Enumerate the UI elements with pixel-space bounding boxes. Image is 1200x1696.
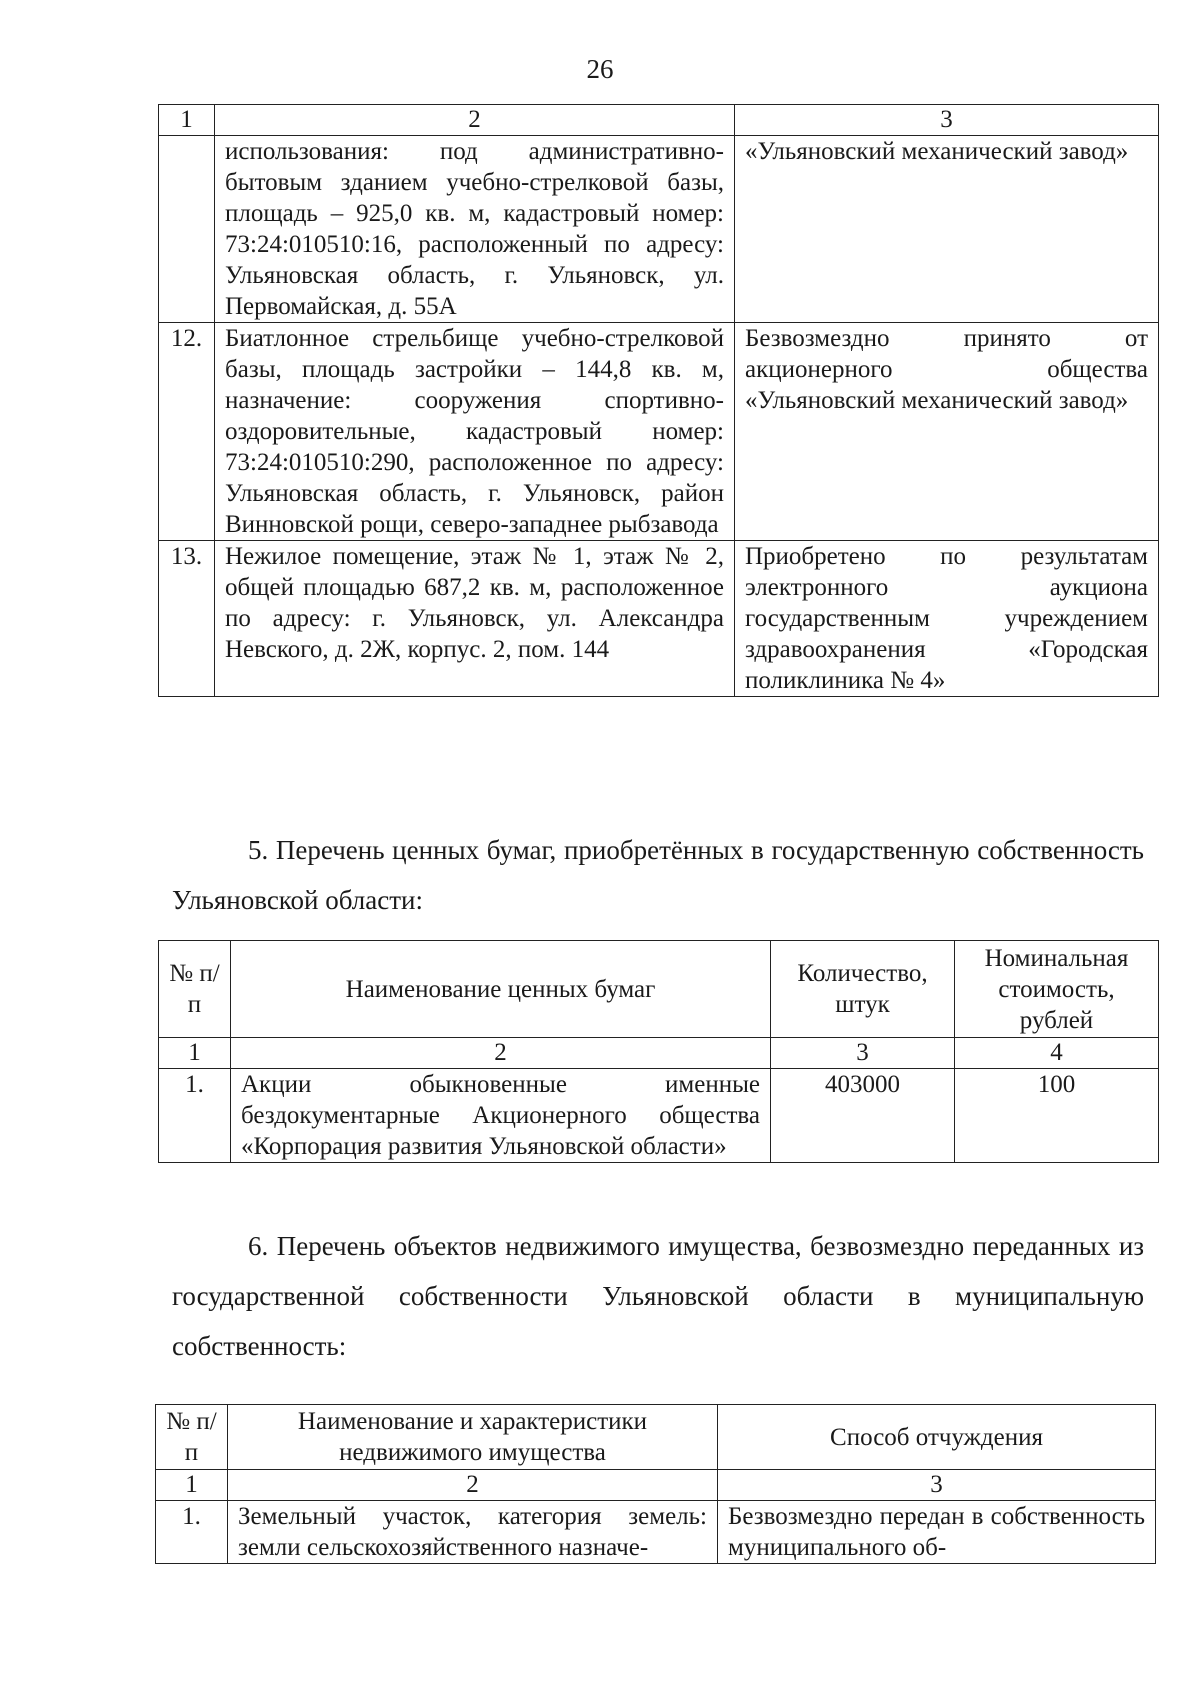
transferred-property-table bbox=[155, 1404, 1156, 1564]
header-property-description: Наименование и характеристики недвижимого имущества bbox=[228, 1405, 718, 1470]
section-6-paragraph: 6. Перечень объектов недвижимого имущества, безвозмездно переданных из государственной собственности Ульяновской области в муниципальную собственность: bbox=[172, 1231, 1144, 1361]
property-description: использования: под административно-бытовым зданием учебно-стрелковой базы, площадь – 925,0 кв. м, кадастровый номер: 73:24:010510:16, расположенный по адресу: Ульяновская область, г. Ульяновск, ул. Первомайская, д. 55А bbox=[215, 136, 735, 323]
header-nominal-value: Номинальная стоимость, рублей bbox=[955, 941, 1159, 1038]
table-index-row bbox=[156, 1470, 1156, 1501]
column-index: 2 bbox=[231, 1038, 771, 1069]
table-index-row bbox=[159, 1038, 1159, 1069]
header-alienation-method: Способ отчуждения bbox=[718, 1405, 1156, 1470]
section-5-paragraph: 5. Перечень ценных бумаг, приобретённых в государственную собственность Ульяновской области: bbox=[172, 835, 1144, 915]
property-description: Нежилое помещение, этаж № 1, этаж № 2, общей площадью 687,2 кв. м, расположенное по адресу: г. Ульяновск, ул. Александра Невского, д. 2Ж, корпус. 2, пом. 144 bbox=[215, 541, 735, 697]
column-index: 2 bbox=[215, 105, 735, 136]
row-number: 1. bbox=[156, 1501, 228, 1564]
acquisition-method: Приобретено по результатам электронного аукциона государственным учреждением здравоохранения «Городская поликлиника № 4» bbox=[735, 541, 1159, 697]
row-number: 1. bbox=[159, 1069, 231, 1163]
security-name: Акции обыкновенные именные бездокументарные Акционерного общества «Корпорация развития Ульяновской области» bbox=[231, 1069, 771, 1163]
column-index: 1 bbox=[159, 1038, 231, 1069]
column-index: 2 bbox=[228, 1470, 718, 1501]
table-index-row bbox=[159, 105, 1159, 136]
column-index: 3 bbox=[718, 1470, 1156, 1501]
table-row bbox=[159, 541, 1159, 697]
header-quantity: Количество, штук bbox=[771, 941, 955, 1038]
table-row bbox=[156, 1501, 1156, 1564]
column-index: 1 bbox=[159, 105, 215, 136]
acquisition-method: «Ульяновский механический завод» bbox=[735, 136, 1159, 323]
table-header-row bbox=[156, 1405, 1156, 1470]
acquisition-method: Безвозмездно принято от акционерного общества «Ульяновский механический завод» bbox=[735, 323, 1159, 541]
column-index: 3 bbox=[735, 105, 1159, 136]
table-row bbox=[159, 136, 1159, 323]
security-quantity: 403000 bbox=[771, 1069, 955, 1163]
alienation-method: Безвозмездно передан в собственность муниципального об- bbox=[718, 1501, 1156, 1564]
header-number: № п/п bbox=[159, 941, 231, 1038]
page-number: 26 bbox=[586, 54, 614, 84]
header-number: № п/п bbox=[156, 1405, 228, 1470]
row-number: 12. bbox=[159, 323, 215, 541]
securities-table bbox=[158, 940, 1159, 1163]
property-description: Биатлонное стрельбище учебно-стрелковой базы, площадь застройки – 144,8 кв. м, назначение: сооружения спортивно-оздоровительные, кадастровый номер: 73:24:010510:290, расположенное по адресу: Ульяновская область, г. Ульяновск, район Винновской рощи, северо-западнее рыбзавода bbox=[215, 323, 735, 541]
column-index: 1 bbox=[156, 1470, 228, 1501]
row-number bbox=[159, 136, 215, 323]
property-table-continued bbox=[158, 104, 1159, 697]
table-row bbox=[159, 323, 1159, 541]
table-row bbox=[159, 1069, 1159, 1163]
row-number: 13. bbox=[159, 541, 215, 697]
column-index: 4 bbox=[955, 1038, 1159, 1069]
header-security-name: Наименование ценных бумаг bbox=[231, 941, 771, 1038]
property-description: Земельный участок, категория земель: земли сельскохозяйственного назначе- bbox=[228, 1501, 718, 1564]
column-index: 3 bbox=[771, 1038, 955, 1069]
security-nominal-value: 100 bbox=[955, 1069, 1159, 1163]
table-header-row bbox=[159, 941, 1159, 1038]
